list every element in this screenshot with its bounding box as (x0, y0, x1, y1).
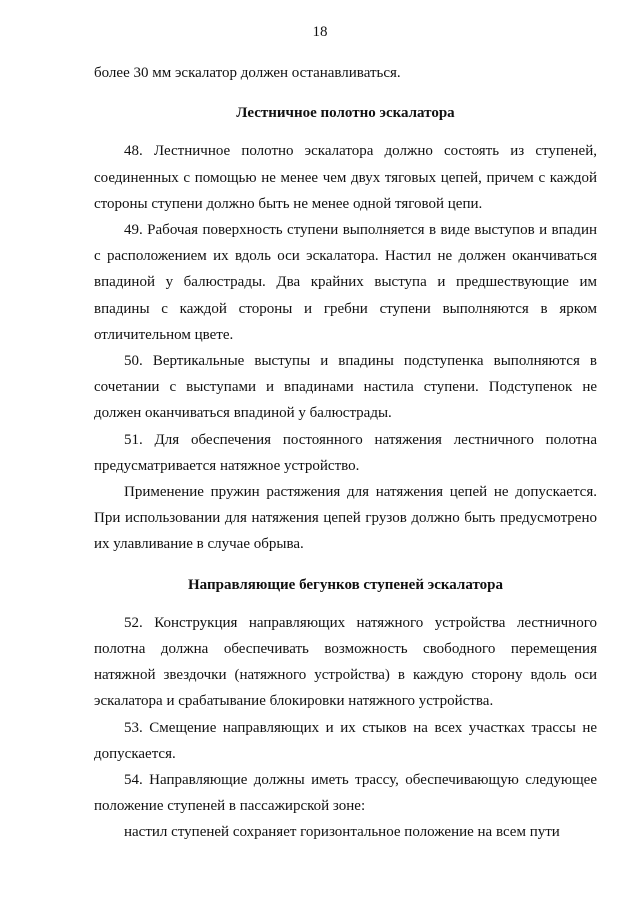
paragraph-51: 51. Для обеспечения постоянного натяжения лестничного полотна предусматривается натяжное устройство. (94, 431, 597, 474)
paragraph-54-item: настил ступеней сохраняет горизонтальное положение на всем пути (124, 824, 560, 841)
document-body (94, 60, 597, 846)
paragraph-52: 52. Конструкция направляющих натяжного устройства лестничного полотна должна обеспечивать возможность свободного перемещения натяжной звездочки (натяжного устройства) в каждую сторону вдоль оси эскалатора и срабатывание блокировки натяжного устройства. (94, 614, 597, 710)
page-number: 18 (312, 24, 328, 40)
section-heading-step-roller-guides: Направляющие бегунков ступеней эскалатора (188, 576, 503, 593)
section-heading-escalator-step-band: Лестничное полотно эскалатора (236, 105, 455, 122)
paragraph-49: 49. Рабочая поверхность ступени выполняется в виде выступов и впадин с расположением их вдоль оси эскалатора. Настил не должен оканчиваться впадиной у балюстрады. Два крайних выступа и предшествующие им впадины с каждой стороны и гребни ступени выполняются в ярком отличительном цвете. (94, 222, 597, 343)
paragraph-50: 50. Вертикальные выступы и впадины подступенка выполняются в сочетании с выступами и впадинами настила ступени. Подступенок не должен оканчиваться впадиной у балюстрады. (94, 353, 597, 422)
continuation-paragraph: более 30 мм эскалатор должен останавливаться. (94, 65, 401, 81)
paragraph-48: 48. Лестничное полотно эскалатора должно состоять из ступеней, соединенных с помощью не менее чем двух тяговых цепей, причем с каждой стороны ступени должно быть не менее одной тяговой цепи. (94, 143, 597, 212)
paragraph-53: 53. Смещение направляющих и их стыков на всех участках трассы не допускается. (94, 719, 597, 762)
paragraph-51-continued: Применение пружин растяжения для натяжения цепей не допускается. При использовании для натяжения цепей грузов должно быть предусмотрено их улавливание в случае обрыва. (94, 484, 597, 553)
paragraph-54: 54. Направляющие должны иметь трассу, обеспечивающую следующее положение ступеней в пассажирской зоне: (94, 772, 597, 815)
